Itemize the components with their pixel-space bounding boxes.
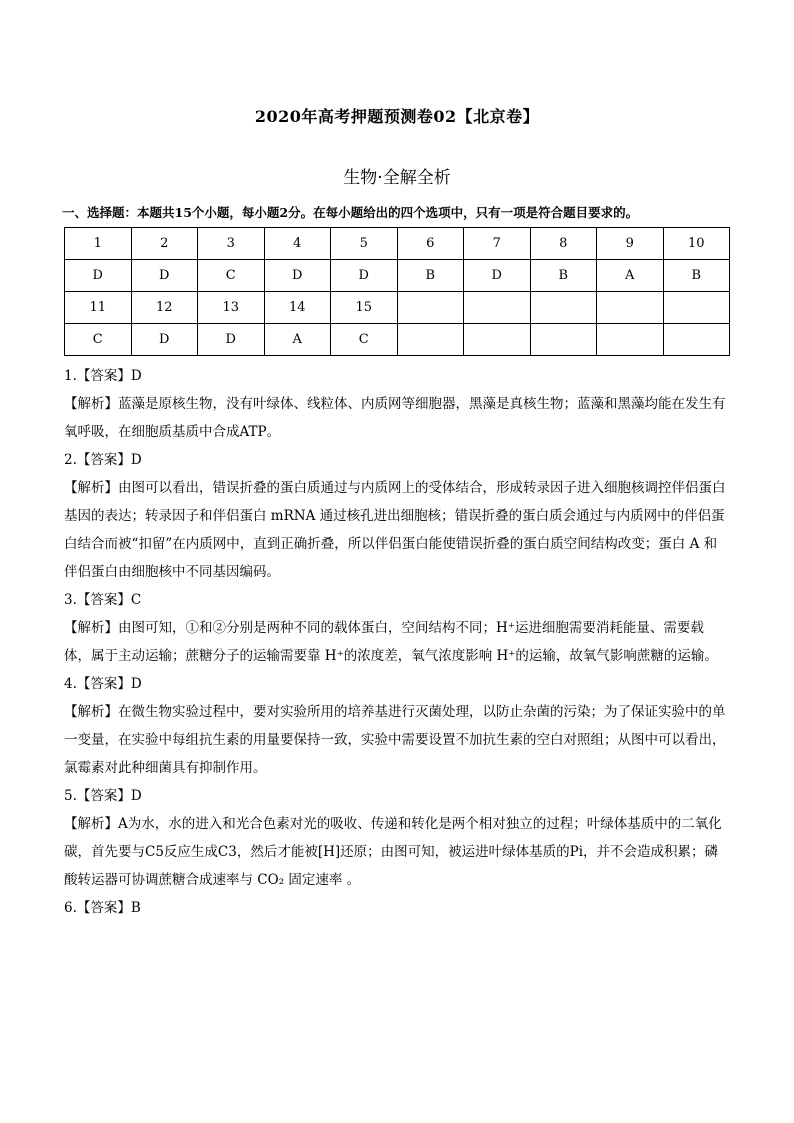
answer-line-4: 4.【答案】D xyxy=(64,676,142,692)
table-cell: 12 xyxy=(131,292,198,324)
table-cell xyxy=(597,292,664,324)
table-cell: 13 xyxy=(198,292,265,324)
table-cell: 15 xyxy=(331,292,398,324)
analysis-2: 【解析】由图可以看出，错误折叠的蛋白质通过与内质网上的受体结合，形成转录因子进入细胞核调控伴侣蛋白基因的表达；转录因子和伴侣蛋白 mRNA 通过核孔进出细胞核；错误折叠的蛋白质会通过与内质网中的伴侣蛋白结合而被“扣留”在内质网中，直到正确折叠，所以伴侣蛋白能使错误折叠的蛋白质空间结构改变；蛋白 A 和伴侣蛋白由细胞核中不同基因编码。 xyxy=(64,480,726,580)
analysis-3: 【解析】由图可知，①和②分别是两种不同的载体蛋白，空间结构不同；H⁺运进细胞需要消耗能量、需要载体，属于主动运输；蔗糖分子的运输需要靠 H⁺的浓度差，氧气浓度影响 H⁺的运输，故氧气影响蔗糖的运输。 xyxy=(64,620,718,664)
table-cell xyxy=(663,292,730,324)
table-row xyxy=(65,260,730,292)
analysis-5: 【解析】A为水，水的进入和光合色素对光的吸收、传递和转化是两个相对独立的过程；叶绿体基质中的二氧化碳，首先要与C5反应生成C3，然后才能被[H]还原；由图可知，被运进叶绿体基质的Pi，并不会造成积累；磷酸转运器可协调蔗糖合成速率与 CO₂ 固定速率 。 xyxy=(64,816,722,888)
answer-table xyxy=(64,227,730,356)
table-cell: 11 xyxy=(65,292,132,324)
table-cell: A xyxy=(264,324,331,356)
table-cell: D xyxy=(65,260,132,292)
answer-line-3: 3.【答案】C xyxy=(64,592,142,608)
answer-line-6: 6.【答案】B xyxy=(64,900,141,916)
table-cell: 8 xyxy=(530,228,597,260)
table-row xyxy=(65,228,730,260)
table-cell: 3 xyxy=(198,228,265,260)
table-cell xyxy=(397,292,464,324)
table-cell: D xyxy=(131,260,198,292)
table-cell: 14 xyxy=(264,292,331,324)
page-subtitle: 生物·全解全析 xyxy=(343,168,451,188)
table-cell: C xyxy=(198,260,265,292)
analysis-4: 【解析】在微生物实验过程中，要对实验所用的培养基进行灭菌处理，以防止杂菌的污染；为了保证实验中的单一变量，在实验中每组抗生素的用量要保持一致，实验中需要设置不加抗生素的空白对照组；从图中可以看出，氯霉素对此种细菌具有抑制作用。 xyxy=(64,704,726,776)
table-cell: 5 xyxy=(331,228,398,260)
table-cell xyxy=(464,292,531,324)
table-cell: D xyxy=(198,324,265,356)
page-title: 2020年高考押题预测卷02【北京卷】 xyxy=(254,107,540,126)
table-cell: B xyxy=(663,260,730,292)
table-cell: 2 xyxy=(131,228,198,260)
table-cell xyxy=(464,324,531,356)
analysis-content xyxy=(64,362,730,922)
table-cell: 9 xyxy=(597,228,664,260)
table-row xyxy=(65,324,730,356)
table-cell xyxy=(663,324,730,356)
answer-line-1: 1.【答案】D xyxy=(64,368,142,384)
table-cell: 1 xyxy=(65,228,132,260)
table-cell: D xyxy=(264,260,331,292)
analysis-1: 【解析】蓝藻是原核生物，没有叶绿体、线粒体、内质网等细胞器，黑藻是真核生物；蓝藻和黑藻均能在发生有氧呼吸，在细胞质基质中合成ATP。 xyxy=(64,396,726,440)
table-cell: 10 xyxy=(663,228,730,260)
table-cell: C xyxy=(65,324,132,356)
table-cell: D xyxy=(331,260,398,292)
table-cell: A xyxy=(597,260,664,292)
table-cell: B xyxy=(530,260,597,292)
table-cell xyxy=(530,324,597,356)
table-cell: C xyxy=(331,324,398,356)
table-cell: D xyxy=(131,324,198,356)
table-cell: 7 xyxy=(464,228,531,260)
table-cell xyxy=(530,292,597,324)
table-row xyxy=(65,292,730,324)
table-cell: 4 xyxy=(264,228,331,260)
answer-line-5: 5.【答案】D xyxy=(64,788,142,804)
table-cell xyxy=(597,324,664,356)
answer-line-2: 2.【答案】D xyxy=(64,452,142,468)
section-heading: 一、选择题：本题共15个小题，每小题2分。在每小题给出的四个选项中，只有一项是符合题目要求的。 xyxy=(62,205,639,220)
table-cell xyxy=(397,324,464,356)
table-cell: D xyxy=(464,260,531,292)
table-cell: B xyxy=(397,260,464,292)
table-cell: 6 xyxy=(397,228,464,260)
